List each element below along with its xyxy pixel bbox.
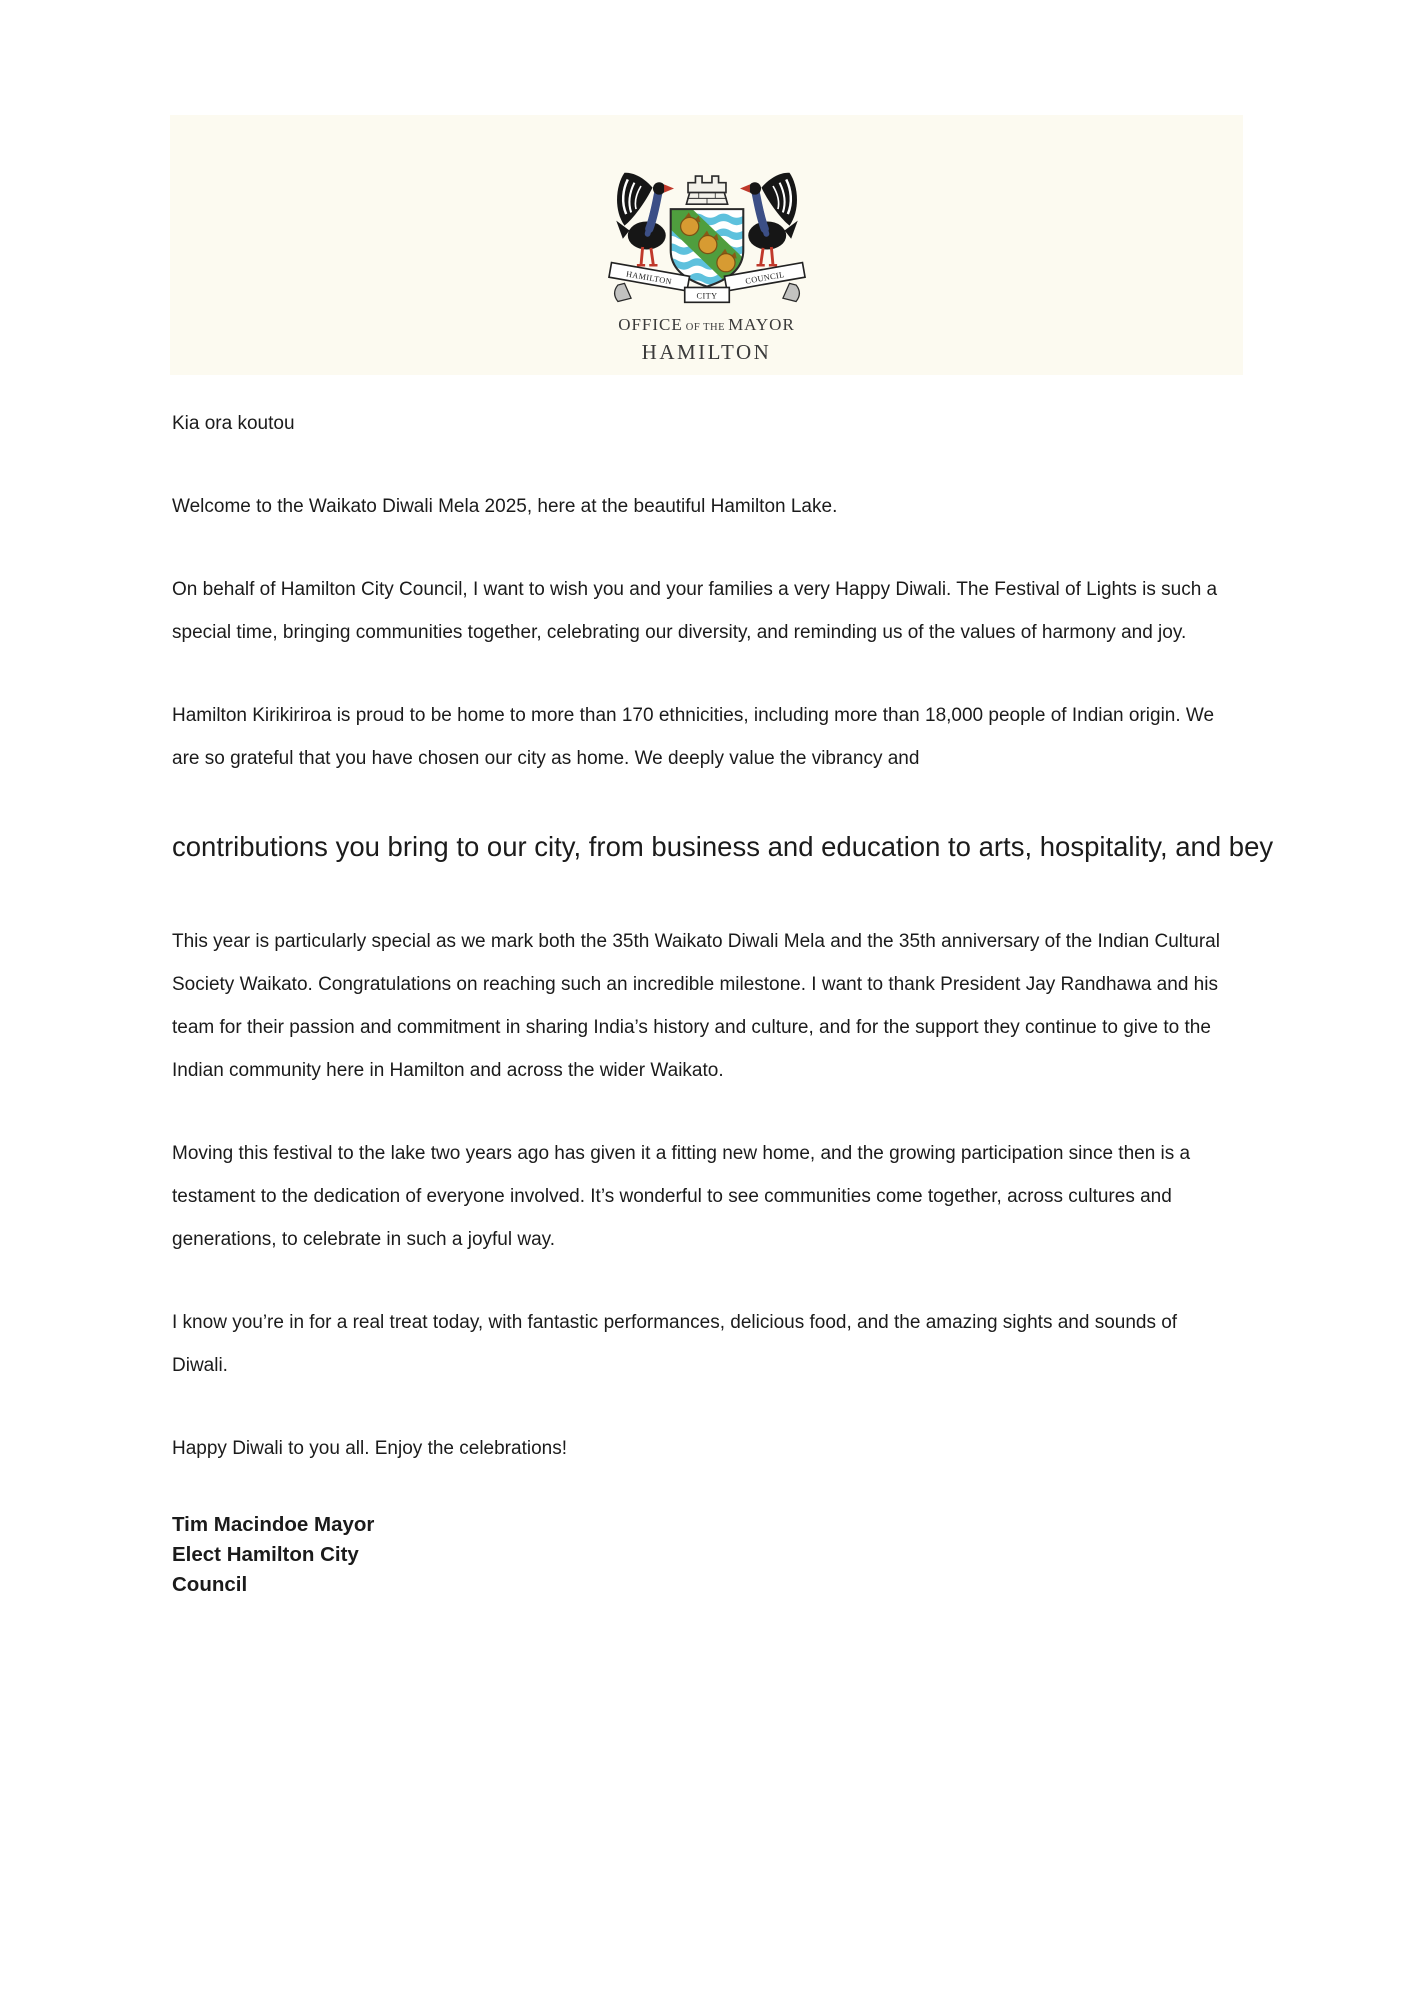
ribbon-city (684, 287, 729, 302)
ribbon-tail-left (614, 283, 631, 301)
mayor-word: MAYOR (728, 315, 795, 334)
pukeko-right-icon (740, 173, 798, 265)
signature-line-1: Tim Macindoe Mayor (172, 1513, 375, 1536)
council-crest-emblem (608, 161, 806, 310)
ribbon-tail-right (782, 283, 799, 301)
mural-crown-icon (686, 176, 727, 204)
paragraph-ethnicities: Hamilton Kirikiriroa is proud to be home to more than 170 ethnicities, including more than 18,000 people of Indian origin. We are so grateful that you have chosen our city as home. We deeply value the vibrancy and (172, 705, 1215, 769)
pukeko-left-icon (616, 173, 674, 265)
office-of-the-mayor-title (170, 315, 1243, 338)
signature-line-3: Council (172, 1573, 248, 1596)
signature-line-2: Elect Hamilton City (172, 1543, 359, 1566)
letter-body (172, 402, 1274, 1600)
paragraph-welcome: Welcome to the Waikato Diwali Mela 2025, here at the beautiful Hamilton Lake. (172, 496, 838, 517)
office-word: OFFICE (618, 315, 683, 334)
paragraph-on-behalf: On behalf of Hamilton City Council, I want to wish you and your families a very Happy Diwali. The Festival of Lights is such a special time, bringing communities together, celebrating our diversity, and reminding us of the values of harmony and joy. (172, 579, 1218, 643)
svg-text:CITY: CITY (696, 291, 717, 301)
letterhead-city: HAMILTON (641, 340, 772, 364)
svg-text:COUNCIL: COUNCIL (744, 270, 785, 286)
signature-block (172, 1510, 1232, 1600)
salutation: Kia ora koutou (172, 413, 295, 434)
svg-text:HAMILTON: HAMILTON (624, 269, 673, 287)
of-the-word: OF THE (685, 322, 726, 333)
paragraph-festival-lake: Moving this festival to the lake two years ago has given it a fitting new home, and the growing participation since then is a testament to the dedication of everyone involved. It’s wonderful to see communities come together, across cultures and generations, to celebrate in such a joyful way. (172, 1143, 1191, 1250)
highlight-line: contributions you bring to our city, from business and education to arts, hospitality, and bey (172, 831, 1274, 862)
council-crest (170, 161, 1243, 310)
closing-line: Happy Diwali to you all. Enjoy the celebrations! (172, 1438, 567, 1459)
paragraph-treat: I know you’re in for a real treat today, with fantastic performances, delicious food, and the amazing sights and sounds of Diwali. (172, 1312, 1178, 1376)
letterhead (170, 115, 1243, 375)
paragraph-anniversary: This year is particularly special as we mark both the 35th Waikato Diwali Mela and the 35th anniversary of the Indian Cultural Society Waikato. Congratulations on reaching such an incredible milestone. I want to thank President Jay Randhawa and his team for their passion and commitment in sharing India’s history and culture, and for the support they continue to give to the Indian community here in Hamilton and across the wider Waikato. (172, 931, 1220, 1081)
